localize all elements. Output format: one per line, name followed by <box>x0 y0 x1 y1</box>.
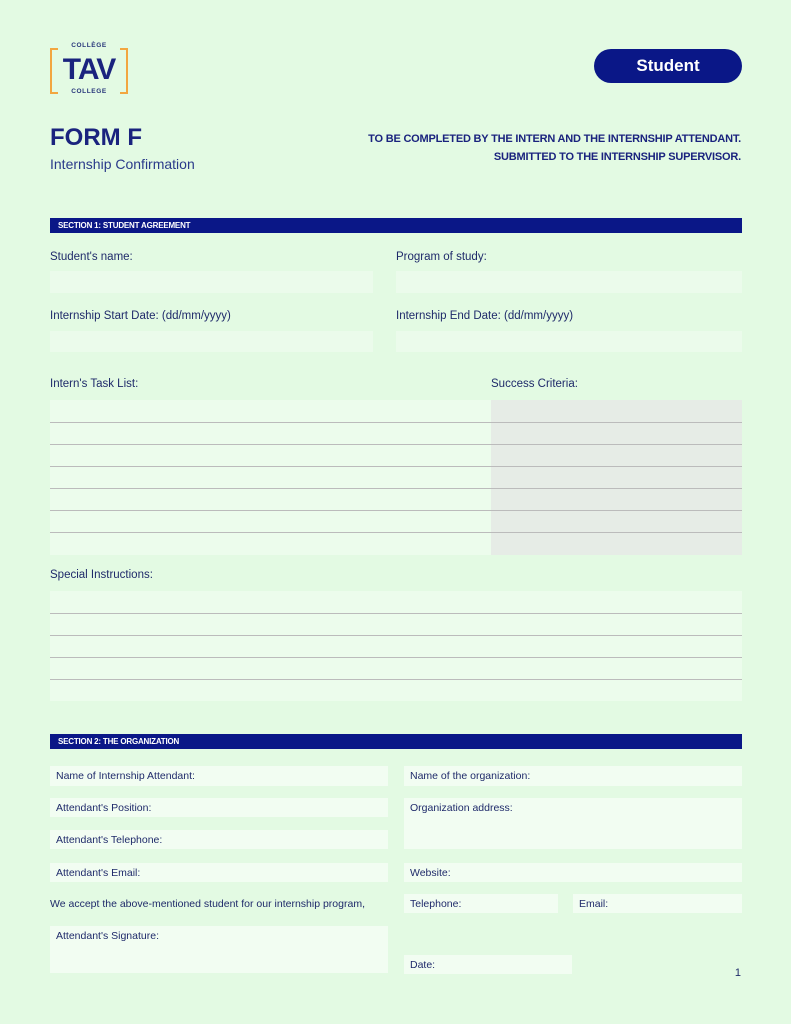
attendant-email-label: Attendant's Email: <box>56 867 141 879</box>
attendant-email-field[interactable] <box>50 863 388 882</box>
attendant-name-field[interactable] <box>50 766 388 786</box>
criteria-row[interactable] <box>491 489 742 510</box>
special-instructions-label: Special Instructions: <box>50 569 153 581</box>
org-name-field[interactable] <box>404 766 742 786</box>
email-label: Email: <box>579 898 609 910</box>
date-field[interactable] <box>404 955 572 974</box>
criteria-row[interactable] <box>491 467 742 488</box>
criteria-row[interactable] <box>491 423 742 444</box>
org-name-label: Name of the organization: <box>410 770 531 782</box>
criteria-row[interactable] <box>491 400 742 422</box>
task-row[interactable] <box>50 445 491 466</box>
logo-bottom-text: COLLEGE <box>71 88 107 95</box>
end-date-label: Internship End Date: (dd/mm/yyyy) <box>396 310 574 322</box>
website-field[interactable] <box>404 863 742 882</box>
program-field[interactable] <box>396 271 742 293</box>
start-date-label: Internship Start Date: (dd/mm/yyyy) <box>50 310 231 322</box>
page-number: 1 <box>734 967 741 979</box>
success-criteria-label: Success Criteria: <box>491 378 578 390</box>
website-label: Website: <box>410 867 451 879</box>
student-name-field[interactable] <box>50 271 373 293</box>
college-logo <box>50 42 128 96</box>
org-address-label: Organization address: <box>410 802 513 814</box>
form-subtitle: Internship Confirmation <box>50 156 195 172</box>
special-instructions-row[interactable] <box>50 591 742 613</box>
task-list-label: Intern's Task List: <box>50 378 139 390</box>
start-date-field[interactable] <box>50 331 373 352</box>
task-row[interactable] <box>50 400 491 422</box>
attendant-telephone-label: Attendant's Telephone: <box>56 834 163 846</box>
instruction-line-1: TO BE COMPLETED BY THE INTERN AND THE INTERNSHIP ATTENDANT. <box>368 133 741 145</box>
task-row[interactable] <box>50 489 491 510</box>
task-row[interactable] <box>50 511 491 532</box>
attendant-telephone-field[interactable] <box>50 830 388 849</box>
end-date-field[interactable] <box>396 331 742 352</box>
section-2-header: SECTION 2: THE ORGANIZATION <box>50 734 742 749</box>
task-row[interactable] <box>50 467 491 488</box>
special-instructions-row[interactable] <box>50 614 742 635</box>
criteria-row[interactable] <box>491 533 742 555</box>
instruction-line-2: SUBMITTED TO THE INTERNSHIP SUPERVISOR. <box>493 151 741 163</box>
logo-top-text: COLLÈGE <box>71 42 107 49</box>
special-instructions-row[interactable] <box>50 658 742 679</box>
program-label: Program of study: <box>396 251 487 263</box>
task-row[interactable] <box>50 423 491 444</box>
special-instructions-row[interactable] <box>50 636 742 657</box>
criteria-row[interactable] <box>491 511 742 532</box>
student-name-label: Student's name: <box>50 251 133 263</box>
attendant-signature-field[interactable] <box>50 926 388 973</box>
date-label: Date: <box>410 959 436 971</box>
attendant-signature-label: Attendant's Signature: <box>56 930 159 942</box>
form-title: FORM F <box>50 124 142 151</box>
email-field[interactable] <box>573 894 742 913</box>
attendant-position-field[interactable] <box>50 798 388 817</box>
telephone-field[interactable] <box>404 894 558 913</box>
special-instructions-row[interactable] <box>50 680 742 701</box>
logo-main-text: TAV <box>62 53 116 86</box>
acceptance-statement: We accept the above-mentioned student for our internship program, <box>50 898 365 910</box>
student-badge: Student <box>594 49 742 83</box>
org-address-field[interactable] <box>404 798 742 849</box>
attendant-position-label: Attendant's Position: <box>56 802 152 814</box>
criteria-row[interactable] <box>491 445 742 466</box>
telephone-label: Telephone: <box>410 898 462 910</box>
task-row[interactable] <box>50 533 491 555</box>
attendant-name-label: Name of Internship Attendant: <box>56 770 195 782</box>
section-1-header: SECTION 1: STUDENT AGREEMENT <box>50 218 742 233</box>
